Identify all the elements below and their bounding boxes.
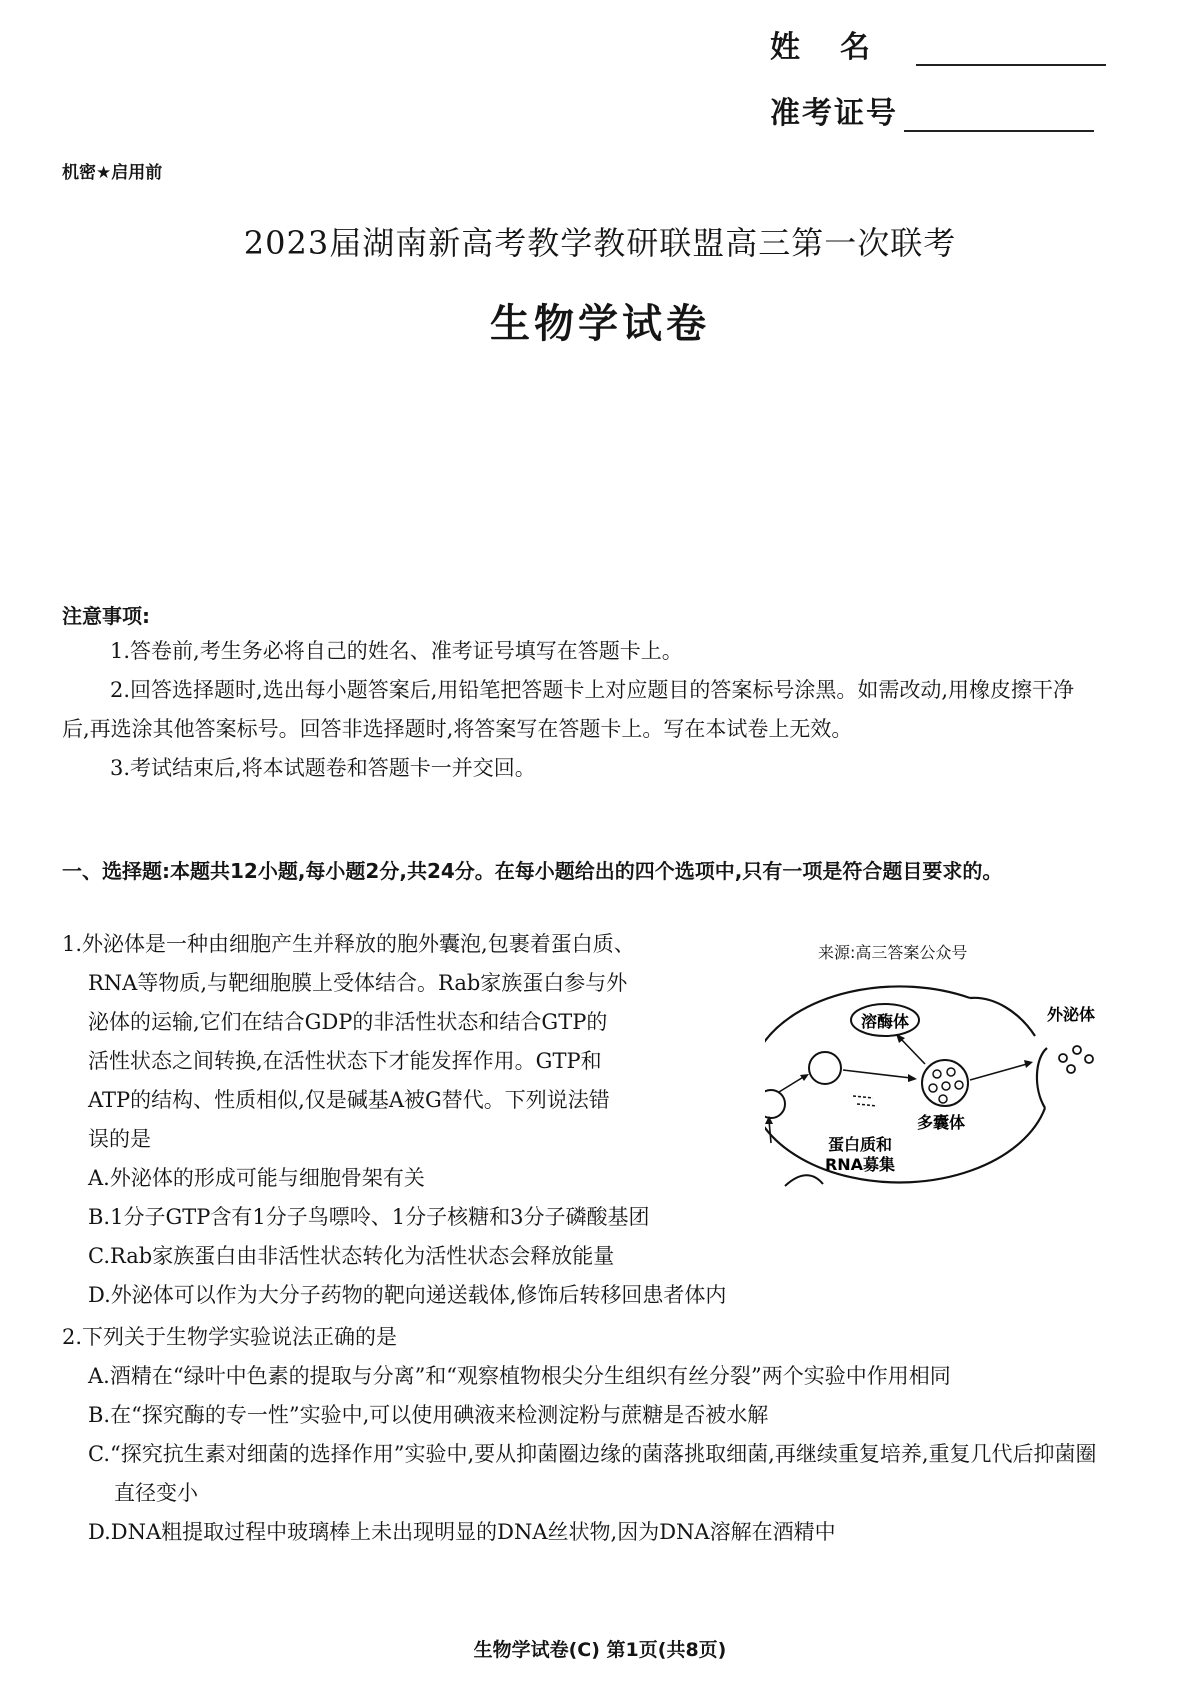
notice-item: 1.答卷前,考生务必将自己的姓名、准考证号填写在答题卡上。: [110, 639, 683, 663]
cargo-mark: [857, 1104, 877, 1106]
question-2-stem: 2.下列关于生物学实验说法正确的是: [62, 1325, 398, 1349]
name-blank: [916, 36, 1106, 66]
notice-heading: 注意事项:: [62, 604, 150, 628]
exam-id-label: 准考证号: [770, 96, 898, 131]
arrow: [970, 1064, 1027, 1080]
arrow: [900, 1038, 925, 1064]
exam-id-field: [770, 88, 1094, 132]
option-d: D.外泌体可以作为大分子药物的靶向递送载体,修饰后转移回患者体内: [88, 1283, 727, 1307]
membrane-fusion: [970, 998, 1035, 1036]
mvb-vesicle: [942, 1082, 950, 1090]
stem-line: 活性状态之间转换,在活性状态下才能发挥作用。GTP和: [88, 1049, 602, 1073]
notice-item: 2.回答选择题时,选出每小题答案后,用铅笔把答题卡上对应题目的答案标号涂黑。如需改动,用橡皮擦干净后,再选涂其他答案标号。回答非选择题时,将答案写在答题卡上。写在本试卷上无效。: [62, 678, 1075, 741]
mvb-vesicle: [955, 1081, 963, 1089]
early-endosome: [809, 1052, 841, 1084]
option-b: B.1分子GTP含有1分子鸟嘌呤、1分子核糖和3分子磷酸基团: [88, 1205, 650, 1229]
endocytic-vesicle: [765, 1090, 785, 1118]
page-footer: 生物学试卷(C) 第1页(共8页): [473, 1639, 727, 1661]
mvb-shape: [922, 1060, 968, 1106]
exosome-vesicle: [1085, 1055, 1093, 1063]
mvb-vesicle: [929, 1084, 937, 1092]
figure-source: 来源:高三答案公众号: [818, 943, 968, 962]
exam-id-blank: [904, 102, 1094, 132]
recruit-label: RNA募集: [824, 1155, 896, 1174]
option-d: D.DNA粗提取过程中玻璃棒上未出现明显的DNA丝状物,因为DNA溶解在酒精中: [88, 1520, 836, 1544]
question-1-stem: [62, 925, 762, 1159]
stem-line: RNA等物质,与靶细胞膜上受体结合。Rab家族蛋白参与外: [88, 971, 628, 995]
arrowhead: [1024, 1060, 1033, 1068]
arrow: [843, 1070, 911, 1078]
question-2-options: [88, 1357, 1098, 1552]
option-a: A.外泌体的形成可能与细胞骨架有关: [88, 1166, 425, 1190]
notice-item: 3.考试结束后,将本试题卷和答题卡一并交回。: [110, 756, 536, 780]
stem-line: ATP的结构、性质相似,仅是碱基A被G替代。下列说法错: [88, 1088, 610, 1112]
exosome-vesicle: [1059, 1054, 1067, 1062]
secret-label: 机密★启用前: [62, 163, 163, 183]
stem-line: 泌体的运输,它们在结合GDP的非活性状态和结合GTP的: [88, 1010, 608, 1034]
exam-title: 2023届湖南新高考教学教研联盟高三第一次联考: [243, 224, 957, 262]
option-c: C.“探究抗生素对细菌的选择作用”实验中,要从抑菌圈边缘的菌落挑取细菌,再继续重复培养,重复几代后抑菌圈直径变小: [88, 1442, 1097, 1505]
exosome-vesicle: [1073, 1046, 1081, 1054]
exosome-vesicle: [1067, 1065, 1075, 1073]
subject-title: 生物学试卷: [490, 301, 710, 347]
notice-list: [62, 632, 1092, 788]
stem-line: 误的是: [88, 1127, 151, 1151]
mvb-vesicle: [933, 1070, 941, 1078]
name-field: [770, 22, 1106, 66]
lysosome-label: 溶酶体: [860, 1012, 910, 1031]
question-1-options: [88, 1159, 1098, 1315]
name-label: 姓名: [770, 30, 910, 65]
mvb-vesicle: [939, 1095, 947, 1103]
membrane-fusion: [1037, 1048, 1047, 1108]
arrowhead: [908, 1074, 917, 1082]
option-c: C.Rab家族蛋白由非活性状态转化为活性状态会释放能量: [88, 1244, 615, 1268]
exosome-label: 外泌体: [1047, 1005, 1096, 1024]
stem-line: 1.外泌体是一种由细胞产生并释放的胞外囊泡,包裹着蛋白质、: [62, 932, 635, 956]
mvb-vesicle: [947, 1068, 955, 1076]
cargo-mark: [853, 1096, 873, 1098]
mvb-label: 多囊体: [916, 1113, 966, 1132]
option-a: A.酒精在“绿叶中色素的提取与分离”和“观察植物根尖分生组织有丝分裂”两个实验中作用相同: [88, 1364, 951, 1388]
arrow: [779, 1076, 805, 1092]
option-b: B.在“探究酶的专一性”实验中,可以使用碘液来检测淀粉与蔗糖是否被水解: [88, 1403, 769, 1427]
recruit-label: 蛋白质和: [827, 1135, 893, 1154]
section-heading: 一、选择题:本题共12小题,每小题2分,共24分。在每小题给出的四个选项中,只有一项是符合题目要求的。: [62, 859, 1003, 883]
